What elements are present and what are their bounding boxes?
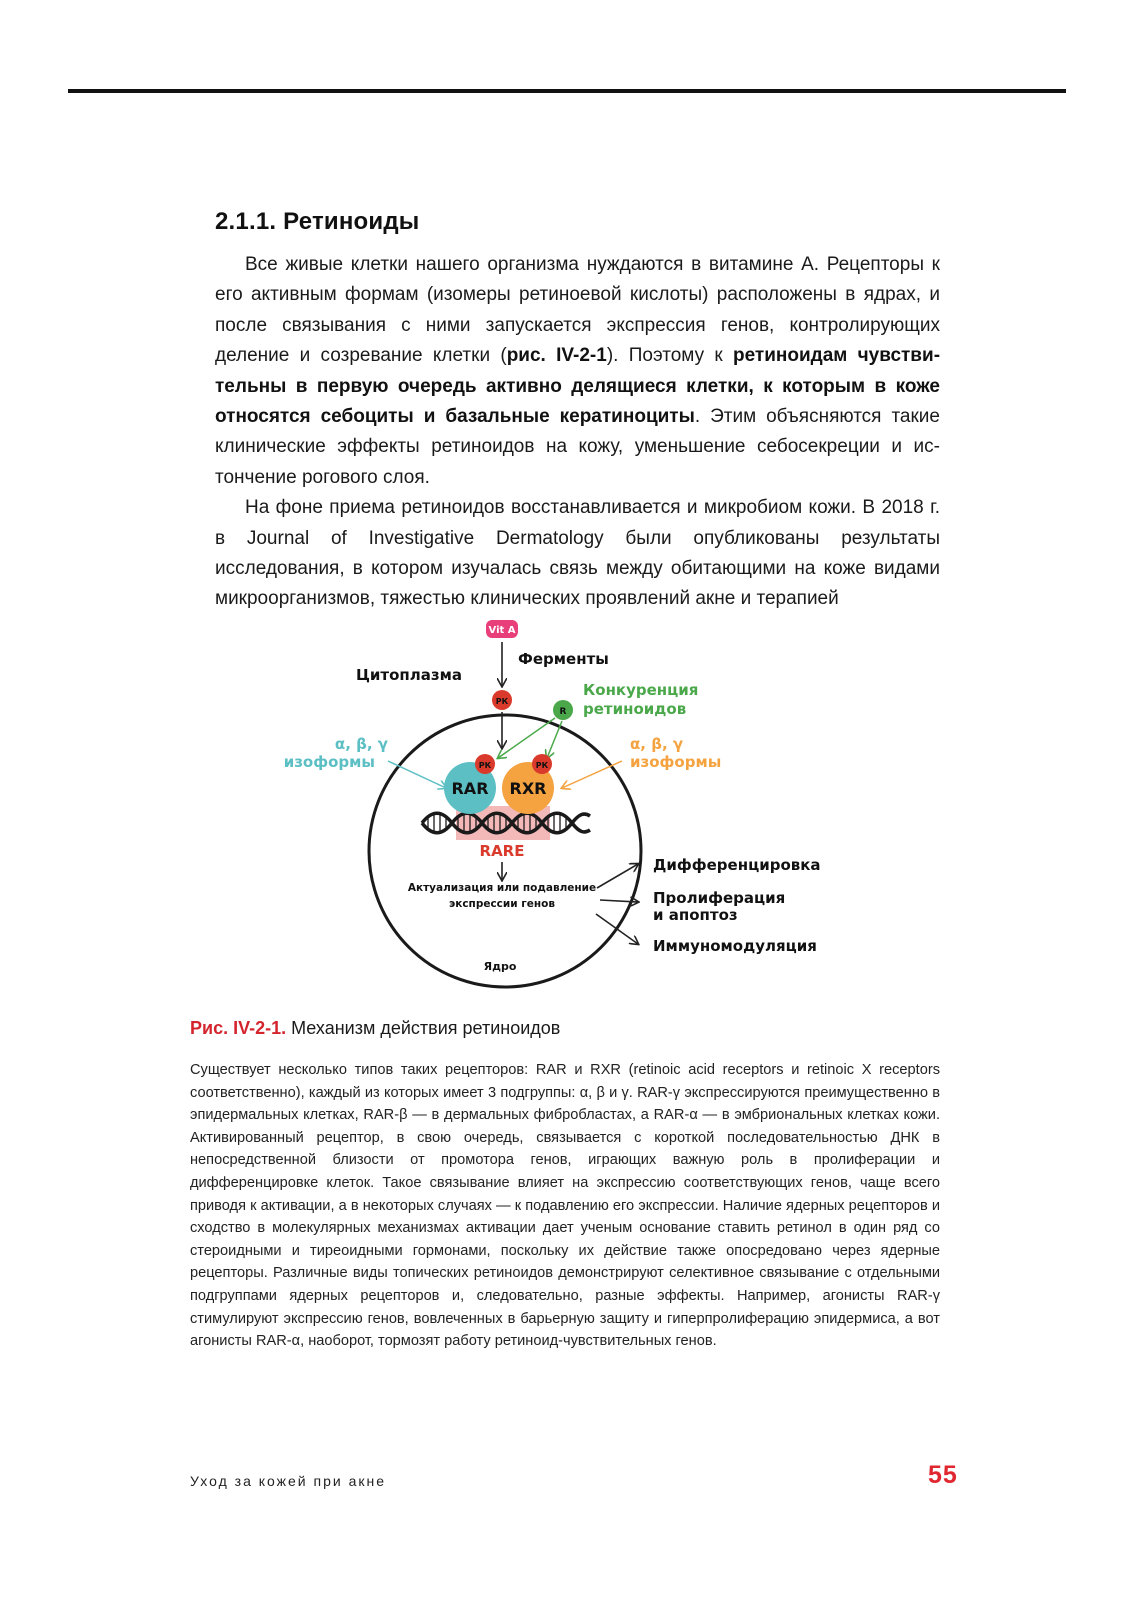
paragraph-1-emphasis: ретиноидам чувствительны в первую очередь активно делящиеся клетки, к которым в коже относятся себоциты и базальные кератиноциты [215,345,941,428]
section-heading: 2.1.1. Ретиноиды [215,208,420,235]
rxr-isoforms-word: изоформы [630,753,722,771]
rare-label: RARE [479,842,525,860]
competition-arrow-rxr [547,721,562,758]
paragraph-1 [215,250,940,493]
vit-a-label: Vit A [488,625,516,636]
rk-rar-label: РК [478,761,492,770]
nucleus-label: Ядро [483,960,517,973]
outcome-differentiation: Дифференцировка [653,856,821,874]
rar-isoforms-word: изоформы [283,753,375,771]
rxr-label: RXR [509,779,547,798]
competition-arrow-rar [498,718,555,758]
figure-caption [190,1018,560,1039]
paragraph-1-text-c: . Этим объясняются такие клинические эффекты ретиноидов на кожу, уменьшение себосекреции и истончение рогового слоя. [215,406,940,488]
mechanism-diagram [270,618,860,998]
differentiation-arrow [597,864,638,888]
rxr-isoforms-greek: α, β, γ [630,735,684,753]
enzymes-label: Ферменты [518,650,609,668]
outcome-proliferation: Пролиферация [653,889,786,907]
outcome-apoptosis: и апоптоз [653,906,738,924]
figure-reference: рис. IV-2-1 [506,345,607,367]
explanatory-note: Существует несколько типов таких рецепторов: RAR и RXR (retinoic acid receptors и retinoic X receptors соответственно), каждый из которых имеет 3 подгруппы: α, β и γ. RAR-γ экспрессируются преимущественно в эпидермальных клетках, RAR-β — в дермальных фибробластах, а RAR-α — в эмбриональных клетках кожи. Активированный рецептор, в свою очередь, связывается с короткой последовательностью ДНК в непосредственной близости от промотора генов, играющих важную роль в пролиферации и дифференцировке клеток. Такое связывание влияет на экспрессию соответствующих генов, чаще всего приводя к активации, а в некоторых случаях — к подавлению его экспрессии. Наличие ядерных рецепторов и сходство в молекулярных механизмах активации дает ученым основание ставить ретинол в один ряд со стероидными и тиреоидными гормонами, поскольку их действие также опосредовано через ядерные рецепторы. Различные виды топических ретиноидов демонстрируют селективное связывание с отдельными подгруппами ядерных рецепторов и, следовательно, разные эффекты. Например, агонисты RAR-γ стимулируют экспрессию генов, вовлеченных в барьерную защиту и гиперпролиферацию эпидермиса, а вот агонисты RAR-α, наоборот, тормозят работу ретиноид-чувствительных генов. [190,1062,940,1350]
cytoplasm-label: Цитоплазма [356,666,462,684]
rk-rxr-label: РК [535,761,549,770]
paragraph-1-text-a: Все живые клетки нашего организма нуждаются в витамине А. Рецепторы к его активным формам (изомеры ретиноевой кислоты) расположены в ядрах, и после связывания с ними запускается экспрессия генов, контролирующих деление и созревание клетки ( [215,254,940,367]
expression-line-1: Актуализация или подавление [407,882,597,894]
page-number: 55 [928,1461,958,1489]
body-text [215,250,940,615]
dna-helix [422,813,590,833]
outcome-immunomodulation: Иммуномодуляция [653,937,817,955]
competition-line-1: Конкуренция [583,681,699,699]
caption-text: Механизм действия ретиноидов [286,1018,561,1038]
expression-line-2: экспрессии генов [448,898,556,910]
paragraph-2: На фоне приема ретиноидов восстанавливается и микробиом кожи. В 2018 г. в Journal of Investigative Dermatology были опубликованы результаты исследования, в котором изучалась связь между обитающими на коже видами микроорганизмов, тяжестью клинических проявлений акне и терапией [215,497,940,610]
r-competitor-label: R [559,707,567,717]
rxr-isoform-arrow [562,761,622,788]
rar-isoform-arrow [388,761,446,788]
retinoid-mechanism-figure [270,618,860,998]
header-rule [68,89,1066,93]
rar-label: RAR [451,779,489,798]
caption-figure-number: Рис. IV-2-1. [190,1018,287,1038]
running-footer-title: Уход за кожей при акне [190,1473,387,1489]
immunomodulation-arrow [596,914,638,944]
paragraph-1-text-b: ). Поэтому к [606,345,733,367]
rk-cytoplasm-label: РК [495,697,509,706]
competition-line-2: ретиноидов [583,700,687,718]
rar-isoforms-greek: α, β, γ [334,735,388,753]
